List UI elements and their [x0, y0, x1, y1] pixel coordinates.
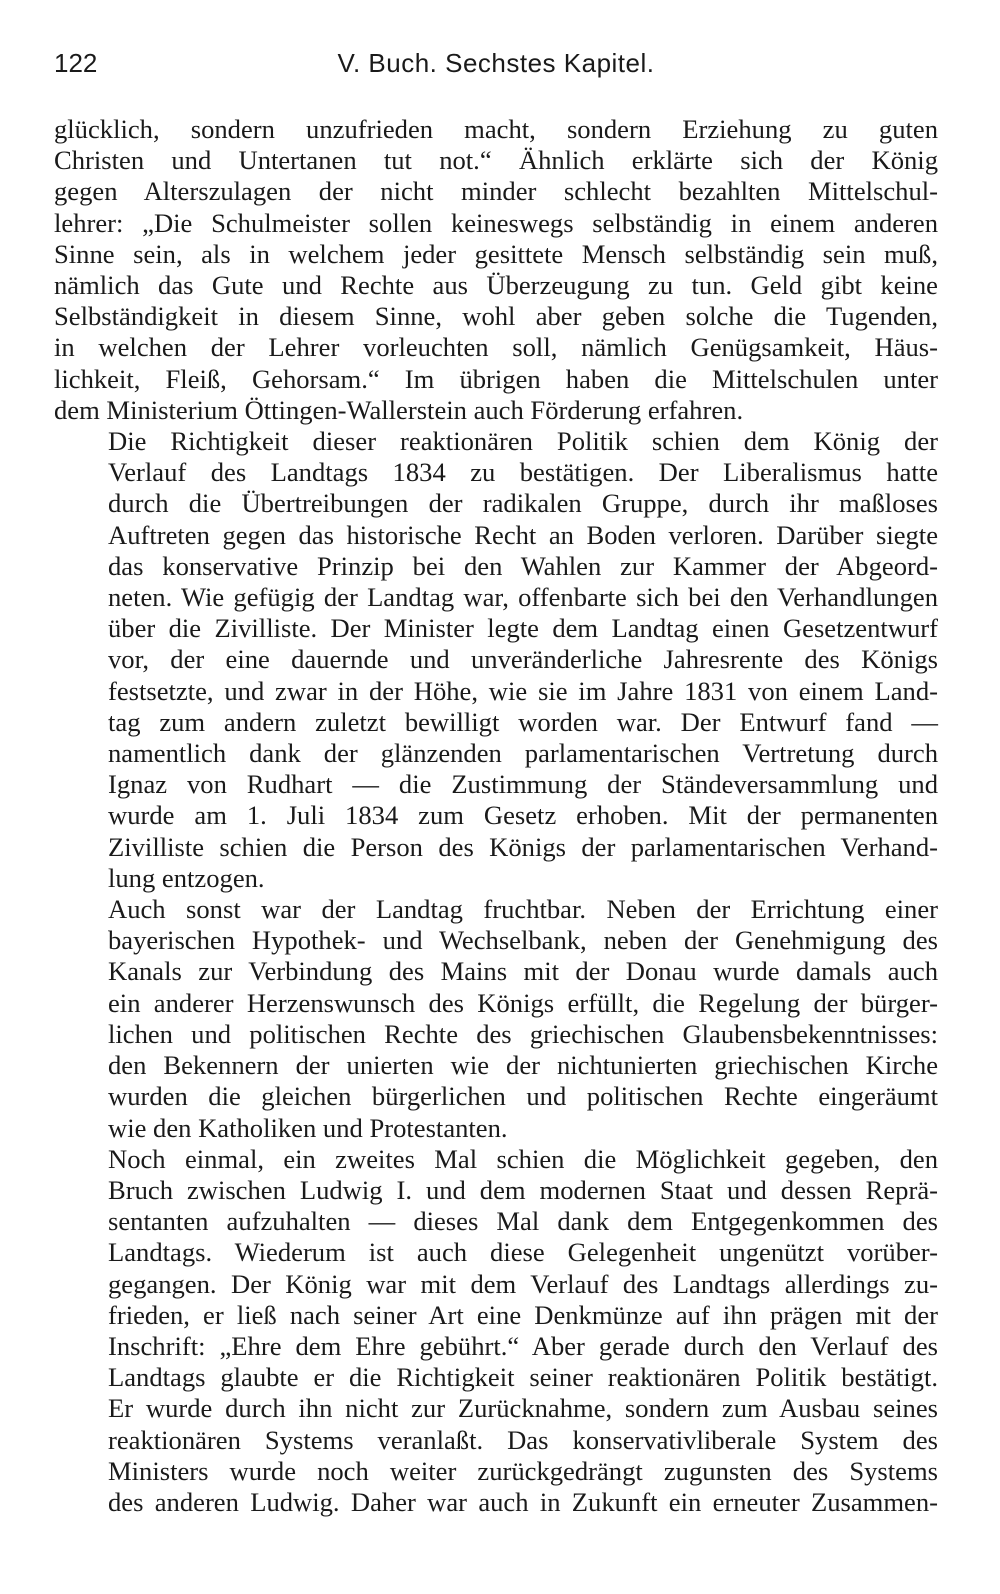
text-line: wie den Katholiken und Protestanten.	[108, 1112, 508, 1143]
text-line: gegen Alterszulagen der nicht minder schlecht bezahlten Mittelschul-	[54, 176, 938, 207]
paragraph-3	[54, 894, 938, 1144]
text-line: dem Ministerium Öttingen-Wallerstein auch Förderung erfahren.	[54, 394, 744, 425]
text-line: Landtags glaubte er die Richtigkeit seiner reaktionären Politik bestätigt.	[108, 1362, 938, 1393]
text-line: sentanten aufzuhalten — dieses Mal dank dem Entgegenkommen des	[108, 1206, 938, 1237]
text-line: lichkeit, Fleiß, Gehorsam.“ Im übrigen haben die Mittelschulen unter	[54, 363, 938, 394]
text-line: festsetzte, und zwar in der Höhe, wie sie im Jahre 1831 von einem Land-	[108, 675, 938, 706]
text-line: lichen und politischen Rechte des griechischen Glaubensbekenntnisses:	[108, 1018, 938, 1049]
chapter-title: V. Buch. Sechstes Kapitel.	[337, 48, 655, 78]
text-line: ein anderer Herzenswunsch des Königs erfüllt, die Regelung der bürger-	[108, 987, 938, 1018]
text-line: Noch einmal, ein zweites Mal schien die Möglichkeit gegeben, den	[108, 1143, 938, 1174]
text-line: neten. Wie gefügig der Landtag war, offenbarte sich bei den Verhandlungen	[108, 582, 938, 613]
page-number: 122	[54, 48, 98, 78]
text-line: reaktionären Systems veranlaßt. Das konservativliberale System des	[108, 1424, 938, 1455]
book-page	[54, 48, 938, 1518]
text-line: Auch sonst war der Landtag fruchtbar. Neben der Errichtung einer	[108, 894, 938, 925]
text-line: Kanals zur Verbindung des Mains mit der Donau wurde damals auch	[108, 956, 938, 987]
text-line: Inschrift: „Ehre dem Ehre gebührt.“ Aber gerade durch den Verlauf des	[108, 1330, 938, 1361]
text-line: Christen und Untertanen tut not.“ Ähnlich erklärte sich der König	[54, 145, 938, 176]
paragraph-1	[54, 114, 938, 426]
text-line: Er wurde durch ihn nicht zur Zurücknahme, sondern zum Ausbau seines	[108, 1393, 938, 1424]
text-line: Landtags. Wiederum ist auch diese Gelegenheit ungenützt vorüber-	[108, 1237, 938, 1268]
text-line: nämlich das Gute und Rechte aus Überzeugung zu tun. Geld gibt keine	[54, 270, 938, 301]
text-line: Selbständigkeit in diesem Sinne, wohl aber geben solche die Tugenden,	[54, 301, 938, 332]
text-line: über die Zivilliste. Der Minister legte dem Landtag einen Gesetzentwurf	[108, 613, 938, 644]
text-line: in welchen der Lehrer vorleuchten soll, nämlich Genügsamkeit, Häus-	[54, 332, 938, 363]
text-line: gegangen. Der König war mit dem Verlauf des Landtags allerdings zu-	[108, 1268, 938, 1299]
text-line: das konservative Prinzip bei den Wahlen zur Kammer der Abgeord-	[108, 550, 938, 581]
text-line: glücklich, sondern unzufrieden macht, sondern Erziehung zu guten	[54, 114, 938, 144]
text-line: Sinne sein, als in welchem jeder gesittete Mensch selbständig sein muß,	[54, 238, 938, 269]
text-line: Ignaz von Rudhart — die Zustimmung der Ständeversammlung und	[108, 769, 938, 800]
text-line: des anderen Ludwig. Daher war auch in Zukunft ein erneuter Zusammen-	[108, 1486, 938, 1517]
text-line: lehrer: „Die Schulmeister sollen keineswegs selbständig in einem anderen	[54, 207, 938, 238]
text-line: namentlich dank der glänzenden parlamentarischen Vertretung durch	[108, 738, 938, 769]
text-line: bayerischen Hypothek- und Wechselbank, neben der Genehmigung des	[108, 925, 938, 956]
text-line: wurden die gleichen bürgerlichen und politischen Rechte eingeräumt	[108, 1081, 938, 1112]
body-text	[54, 114, 938, 1518]
text-line: lung entzogen.	[108, 862, 265, 893]
text-line: Zivilliste schien die Person des Königs der parlamentarischen Verhand-	[108, 831, 938, 862]
text-line: vor, der eine dauernde und unveränderliche Jahresrente des Königs	[108, 644, 938, 675]
text-line: wurde am 1. Juli 1834 zum Gesetz erhoben. Mit der permanenten	[108, 800, 938, 831]
text-line: Ministers wurde noch weiter zurückgedrängt zugunsten des Systems	[108, 1455, 938, 1486]
text-line: Die Richtigkeit dieser reaktionären Politik schien dem König der	[108, 426, 938, 457]
text-line: Bruch zwischen Ludwig I. und dem modernen Staat und dessen Reprä-	[108, 1174, 938, 1205]
text-line: durch die Übertreibungen der radikalen Gruppe, durch ihr maßloses	[108, 488, 938, 519]
text-line: frieden, er ließ nach seiner Art eine Denkmünze auf ihn prägen mit der	[108, 1299, 938, 1330]
text-line: den Bekennern der unierten wie der nichtunierten griechischen Kirche	[108, 1050, 938, 1081]
text-line: Verlauf des Landtags 1834 zu bestätigen. Der Liberalismus hatte	[108, 457, 938, 488]
text-line: Auftreten gegen das historische Recht an Boden verloren. Darüber siegte	[108, 519, 938, 550]
paragraph-4	[54, 1144, 938, 1518]
text-line: tag zum andern zuletzt bewilligt worden war. Der Entwurf fand —	[108, 706, 938, 737]
running-head	[54, 48, 938, 88]
paragraph-2	[54, 426, 938, 894]
